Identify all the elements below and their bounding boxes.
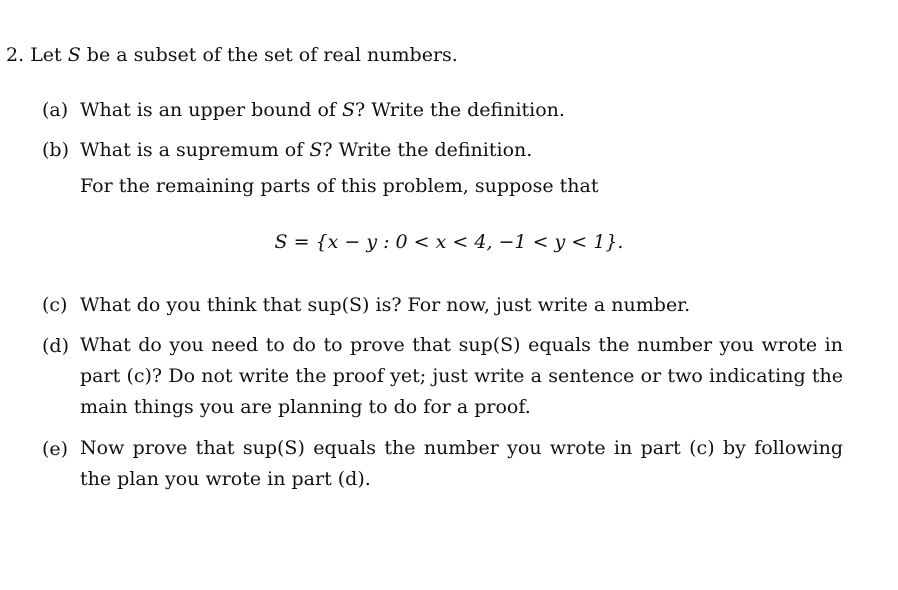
problem-intro-after: be a subset of the set of real numbers. xyxy=(80,44,458,66)
part-b-before: What is a supremum of xyxy=(80,139,310,161)
part-a-text xyxy=(80,98,565,122)
part-c-text: What do you think that sup(S) is? For now, just write a number. xyxy=(80,294,691,316)
part-b-text xyxy=(80,138,532,162)
part-b-after: ? Write the definition. xyxy=(322,139,533,161)
set-definition-equation: S = {x − y : 0 < x < 4, −1 < y < 1}. xyxy=(274,231,624,253)
part-d-text: What do you need to do to prove that sup(S) equals the number you wrote in part (c)? Do not write the proof yet; just write a sentence or two indicating the main things you are planning to do for a proof. xyxy=(80,334,843,418)
part-e-label: (e) xyxy=(42,438,69,460)
part-d-label: (d) xyxy=(42,335,69,357)
problem-intro-var: S xyxy=(67,44,81,66)
part-a-after: ? Write the definition. xyxy=(355,99,565,121)
problem-intro xyxy=(6,43,458,67)
problem-number: 2. xyxy=(6,44,25,66)
part-a-var: S xyxy=(341,99,355,121)
remaining-parts-text: For the remaining parts of this problem, suppose that xyxy=(80,175,599,197)
part-c-label: (c) xyxy=(42,294,68,316)
part-b-var: S xyxy=(309,139,323,161)
part-a-before: What is an upper bound of xyxy=(80,99,342,121)
part-e-text: Now prove that sup(S) equals the number you wrote in part (c) by following the plan you wrote in part (d). xyxy=(80,437,843,490)
problem-intro-before: Let xyxy=(30,44,68,66)
part-b-label: (b) xyxy=(42,139,69,161)
part-a-label: (a) xyxy=(42,99,69,121)
